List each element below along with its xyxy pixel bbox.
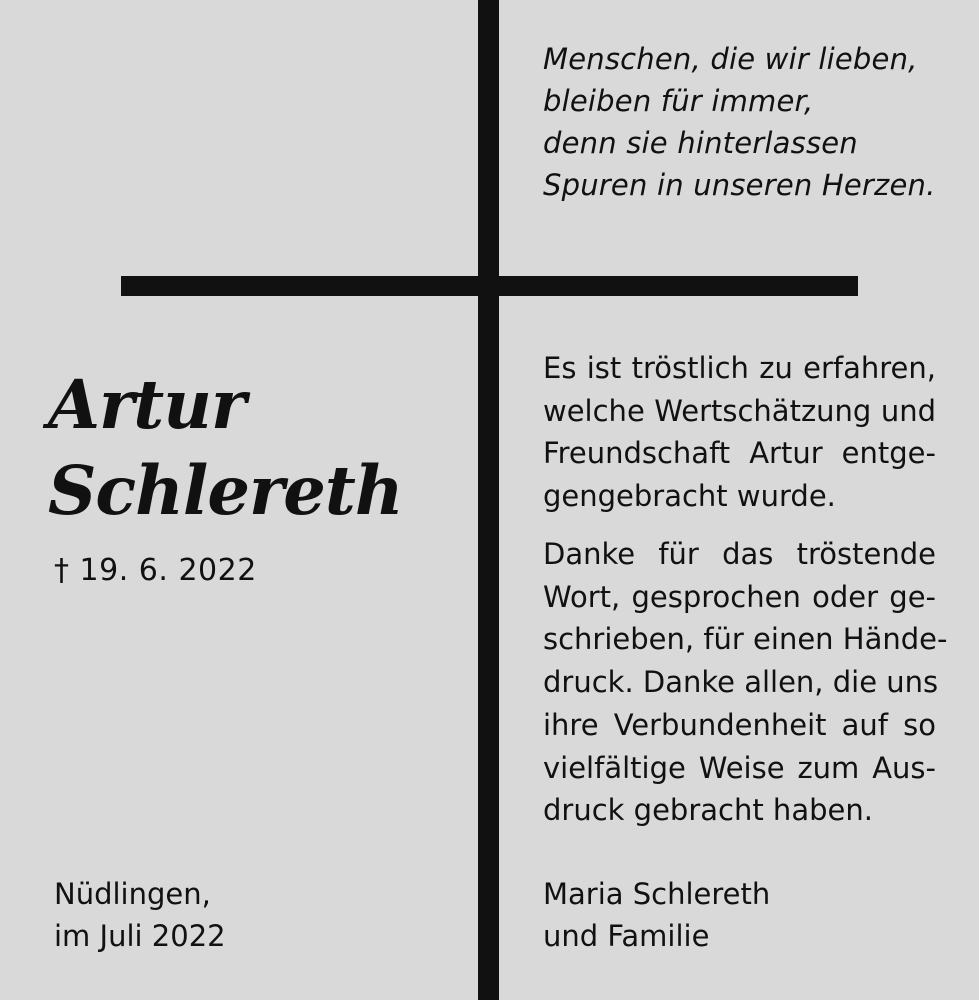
deceased-name bbox=[48, 362, 468, 534]
text-line: welche Wertschätzung und bbox=[543, 393, 936, 428]
text-line: druck gebracht haben. bbox=[543, 793, 873, 828]
text-line: ihre Verbundenheit auf so bbox=[543, 707, 936, 742]
memorial-quote bbox=[543, 38, 963, 206]
date-line: im Juli 2022 bbox=[54, 919, 226, 953]
quote-line: denn sie hinterlassen bbox=[543, 126, 858, 160]
text-line: vielfältige Weise zum Aus- bbox=[543, 750, 936, 785]
place-and-date bbox=[54, 873, 226, 957]
text-line: druck. Danke allen, die uns bbox=[543, 665, 939, 700]
quote-line: bleiben für immer, bbox=[543, 84, 814, 118]
cross-vertical-beam bbox=[478, 0, 499, 1000]
first-name: Artur bbox=[48, 365, 246, 444]
cross-horizontal-beam bbox=[121, 276, 858, 296]
text-line: Freundschaft Artur entge- bbox=[543, 436, 936, 471]
thanks-paragraph-2 bbox=[543, 533, 948, 832]
text-line: Wort, gesprochen oder ge- bbox=[543, 579, 936, 614]
place-line: Nüdlingen, bbox=[54, 877, 211, 911]
text-line: gengebracht wurde. bbox=[543, 479, 836, 514]
quote-line: Spuren in unseren Herzen. bbox=[543, 168, 936, 202]
signature-family: und Familie bbox=[543, 919, 710, 953]
text-line: schrieben, für einen Hände- bbox=[543, 622, 948, 657]
signature-name: Maria Schlereth bbox=[543, 877, 771, 911]
last-name: Schlereth bbox=[48, 451, 403, 530]
signature bbox=[543, 873, 770, 957]
text-line: Danke für das tröstende bbox=[543, 537, 936, 571]
quote-line: Menschen, die wir lieben, bbox=[543, 42, 918, 76]
thanks-paragraph-1 bbox=[543, 347, 936, 518]
text-line: Es ist tröstlich zu erfahren, bbox=[543, 351, 936, 385]
death-date: † 19. 6. 2022 bbox=[54, 553, 257, 588]
